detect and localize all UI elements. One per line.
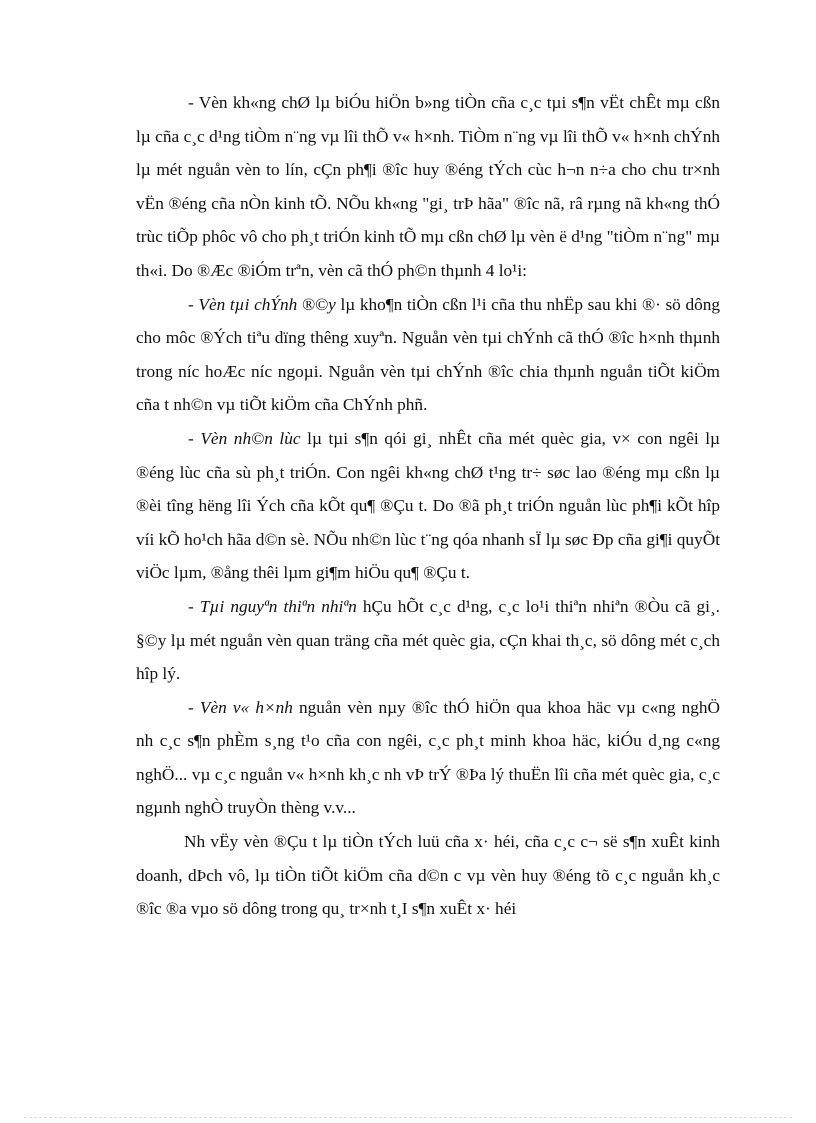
paragraph-financial-capital — [136, 288, 720, 422]
paragraph-human-capital — [136, 422, 720, 590]
paragraph-text: lµ tµi s¶n qói gi¸ nhÊt cña mét quèc gia, v× con ngêi lµ ®éng lùc cña sù ph¸t triÓn. Con ngêi kh«ng chØ t¹ng tr÷ søc lao ®éng mµ cßn lµ ®èi tîng hëng lîi Ých cña kÕt qu¶ ®Çu t. Do ®ã ph¸t triÓn nguån lùc ph¶i kÕt hîp víi kÕ ho¹ch hãa d©n sè. NÕu nh©n lùc t¨ng qóa nhanh sÏ lµ søc Ðp cña gi¶i quyÕt viÖc lµm, ®ång thêi lµm gi¶m hiÖu qu¶ ®Çu t. — [136, 428, 721, 583]
paragraph-prefix: - — [188, 697, 200, 717]
paragraph-lead-term: Vèn tµi chÝnh ®©y — [198, 294, 336, 314]
paragraph-natural-resources — [136, 590, 720, 691]
paragraph-text: nguån vèn nµy ®îc thÓ hiÖn qua khoa häc vµ c«ng nghÖ nh c¸c s¶n phÈm s¸ng t¹o cña con ngêi, c¸c ph¸t minh khoa häc, kiÓu d¸ng c«ng nghÖ... vµ c¸c nguån v« h×nh kh¸c nh vÞ trÝ ®Þa lý thuËn lîi cña mét quèc gia, c¸c ngµnh nghÒ truyÒn thèng v.v... — [136, 697, 721, 818]
paragraph-lead-term: Tµi nguyªn thiªn nhiªn — [199, 596, 357, 616]
paragraph-prefix: - — [188, 428, 201, 448]
paragraph-text: Nh vËy vèn ®Çu t lµ tiÒn tÝch luü cña x· héi, cña c¸c c¬ së s¶n xuÊt kinh doanh, dÞch vô, lµ tiÒn tiÕt kiÖm cña d©n c vµ vèn huy ®éng tõ c¸c nguån kh¸c ®îc ®a vµo sö dông trong qu¸ tr×nh t¸I s¶n xuÊt x· héi — [136, 832, 720, 919]
paragraph-lead-term: Vèn v« h×nh — [199, 697, 293, 717]
document-body — [136, 86, 720, 926]
paragraph-investment-summary — [136, 825, 720, 926]
paragraph-capital-definition — [136, 86, 720, 288]
paragraph-lead-term: Vèn nh©n lùc — [200, 428, 301, 448]
paragraph-text: lµ kho¶n tiÒn cßn l¹i cña thu nhËp sau khi ®· sö dông cho môc ®Ých tiªu dïng thêng xuyªn. Nguån vèn tµi chÝnh cã thÓ ®îc h×nh thµnh trong níc hoÆc níc ngoµi. Nguån vèn tµi chÝnh ®îc chia thµnh nguån tiÕt kiÖm cña t nh©n vµ tiÕt kiÖm cña ChÝnh phñ. — [136, 294, 721, 415]
paragraph-prefix: - — [188, 294, 199, 314]
paragraph-prefix: - — [188, 596, 200, 616]
paragraph-text: hÇu hÕt c¸c d¹ng, c¸c lo¹i thiªn nhiªn ®Òu cã gi¸. §©y lµ mét nguån vèn quan träng cña mét quèc gia, cÇn khai th¸c, sö dông mét c¸ch hîp lý. — [136, 596, 720, 684]
paragraph-text: - Vèn kh«ng chØ lµ biÓu hiÖn b»ng tiÒn cña c¸c tµi s¶n vËt chÊt mµ cßn lµ cña c¸c d¹ng tiÒm n¨ng vµ lîi thÕ v« h×nh. TiÒm n¨ng vµ lîi thÕ v« h×nh chÝnh lµ mét nguån vèn to lín, cÇn ph¶i ®îc huy ®éng tÝch cùc h¬n n÷a cho chu tr×nh vËn ®éng cña nÒn kinh tÕ. NÕu kh«ng "gi¸ trÞ hãa" ®îc nã, râ rµng nã kh«ng thÓ trùc tiÕp phôc vô cho ph¸t triÓn kinh tÕ mµ cßn chØ lµ vèn ë d¹ng "tiÒm n¨ng" mµ th«i. Do ®Æc ®iÓm trªn, vèn cã thÓ ph©n thµnh 4 lo¹i: — [136, 93, 720, 280]
paragraph-intangible-capital — [136, 691, 720, 825]
page-bottom-rule — [24, 1117, 792, 1118]
